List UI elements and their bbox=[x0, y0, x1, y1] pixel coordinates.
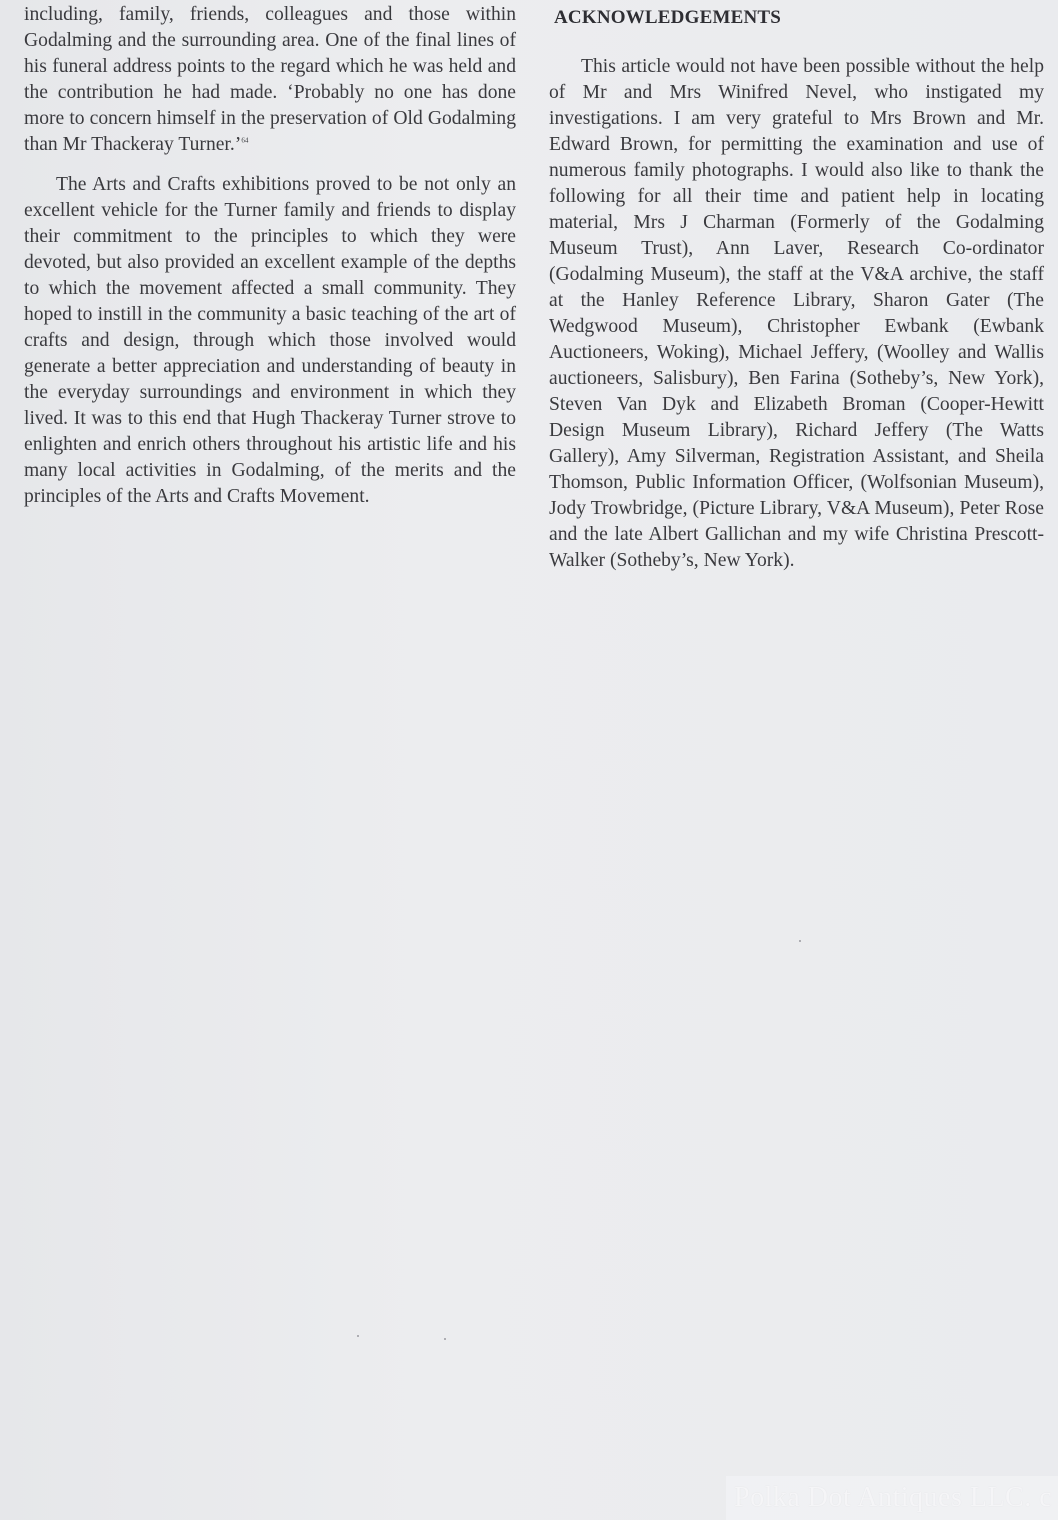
watermark-text: Polka Dot Antiques LLC. c bbox=[734, 1482, 1053, 1513]
section-heading: ACKNOWLEDGEMENTS bbox=[554, 7, 782, 28]
scan-speck bbox=[444, 1338, 446, 1340]
scan-speck bbox=[799, 940, 801, 942]
acknowledgements-paragraph: This article would not have been possible without the help of Mr and Mrs Winifred Nevel, who instigated my investigations. I am very grateful to Mrs Brown and Mr. Edward Brown, for permitting the examination and use of numerous family photographs. I would also like to thank the following for all their time and patient help in locating material, Mrs J Charman (Formerly of the Godalming Museum Trust), Ann Laver, Research Co-ordinator (Godalming Museum), the staff at the V&A archive, the staff at the Hanley Reference Library, Sharon Gater (The Wedgwood Museum), Christopher Ewbank (Ewbank Auctioneers, Woking), Michael Jeffery, (Woolley and Wallis auctioneers, Salisbury), Ben Farina (Sotheby’s, New York), Steven Van Dyk and Elizabeth Broman (Cooper-Hewitt Design Museum Library), Richard Jeffery (The Watts Gallery), Amy Silverman, Registration Assistant, and Sheila Thomson, Public Information Officer, (Wolfsonian Museum), Jody Trowbridge, (Picture Library, V&A Museum), Peter Rose and the late Albert Gallichan and my wife Christina Prescott-Walker (Sotheby’s, New York). bbox=[549, 56, 1044, 571]
body-paragraph: The Arts and Crafts exhibitions proved to be not only an excellent vehicle for the Turner family and friends to display their commitment to the principles to which they were devoted, but also provided an excellent example of the depths to which the movement affected a small community. They hoped to instill in the community a basic teaching of the art of crafts and design, through which those involved would generate a better appreciation and understanding of beauty in the everyday surroundings and environment in which they lived. It was to this end that Hugh Thackeray Turner strove to enlighten and enrich others throughout his artistic life and his many local activities in Godalming, of the merits and the principles of the Arts and Crafts Movement. bbox=[24, 174, 516, 507]
right-text-column bbox=[549, 4, 1044, 574]
scan-speck bbox=[357, 1335, 359, 1337]
paragraph-text: including, family, friends, colleagues and those within Godalming and the surrounding area. One of the final lines of his funeral address points to the regard which he was held and the contribution he had made. ‘Probably no one has done more to concern himself in the preservation of Old Godalming than Mr Thackeray Turner.’ bbox=[24, 4, 516, 155]
body-paragraph bbox=[24, 2, 516, 158]
watermark bbox=[726, 1476, 1058, 1520]
footnote-marker: 64 bbox=[241, 136, 249, 145]
left-text-column bbox=[24, 2, 516, 510]
